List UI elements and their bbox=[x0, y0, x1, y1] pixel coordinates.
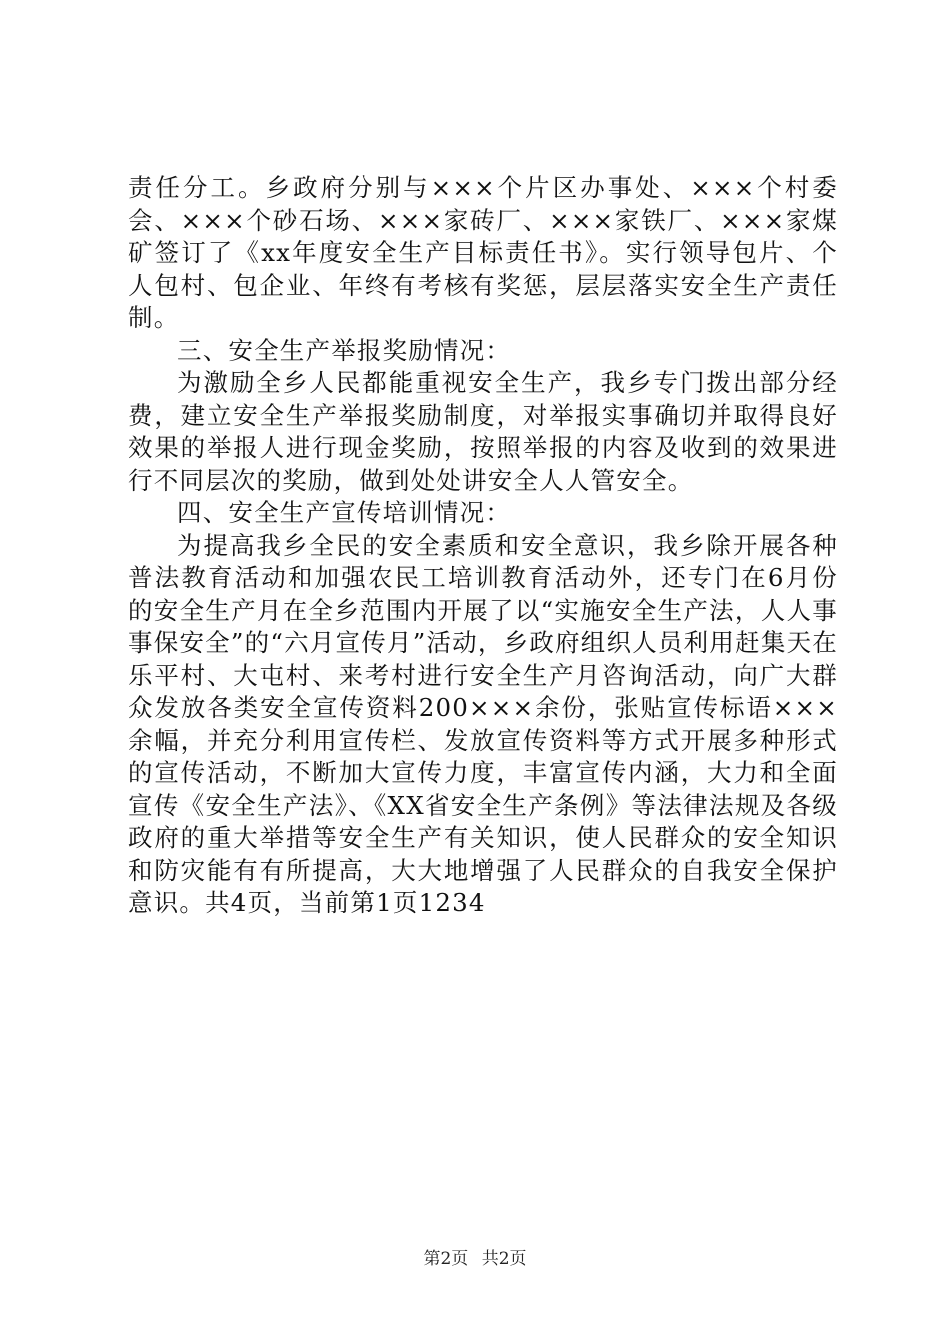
paragraph-responsibility: 责任分工。乡政府分别与×××个片区办事处、×××个村委会、×××个砂石场、×××家砖厂、×××家铁厂、×××家煤矿签订了《xx年度安全生产目标责任书》。实行领导包片、个人包村、包企业、年终有考核有奖惩，层层落实安全生产责任制。 bbox=[128, 173, 838, 332]
paragraph-publicity-training: 为提高我乡全民的安全素质和安全意识，我乡除开展各种普法教育活动和加强农民工培训教育活动外，还专门在6月份的安全生产月在全乡范围内开展了以“实施安全生产法，人人事事保安全”的“六月宣传月”活动，乡政府组织人员利用赶集天在乐平村、大屯村、来考村进行安全生产月咨询活动，向广大群众发放各类安全宣传资料200×××余份，张贴宣传标语×××余幅，并充分利用宣传栏、发放宣传资料等方式开展多种形式的宣传活动，不断加大宣传力度，丰富宣传内涵，大力和全面宣传《安全生产法》、《XX省安全生产条例》等法律法规及各级政府的重大举措等安全生产有关知识，使人民群众的安全知识和防灾能有有所提高，大大地增强了人民群众的自我安全保护意识。共4页，当前第1页1234 bbox=[128, 530, 838, 917]
document-body bbox=[128, 172, 838, 920]
heading-report-reward: 三、安全生产举报奖励情况： bbox=[177, 335, 512, 365]
heading-publicity-training: 四、安全生产宣传培训情况： bbox=[177, 498, 512, 527]
page-total: 共2页 bbox=[481, 1249, 527, 1269]
paragraph-report-reward: 为激励全乡人民都能重视安全生产，我乡专门拨出部分经费，建立安全生产举报奖励制度，对举报实事确切并取得良好效果的举报人进行现金奖励，按照举报的内容及收到的效果进行不同层次的奖励，做到处处讲安全人人管安全。 bbox=[128, 368, 838, 495]
page-number: 第2页 bbox=[423, 1249, 469, 1269]
page-footer bbox=[0, 1244, 950, 1269]
